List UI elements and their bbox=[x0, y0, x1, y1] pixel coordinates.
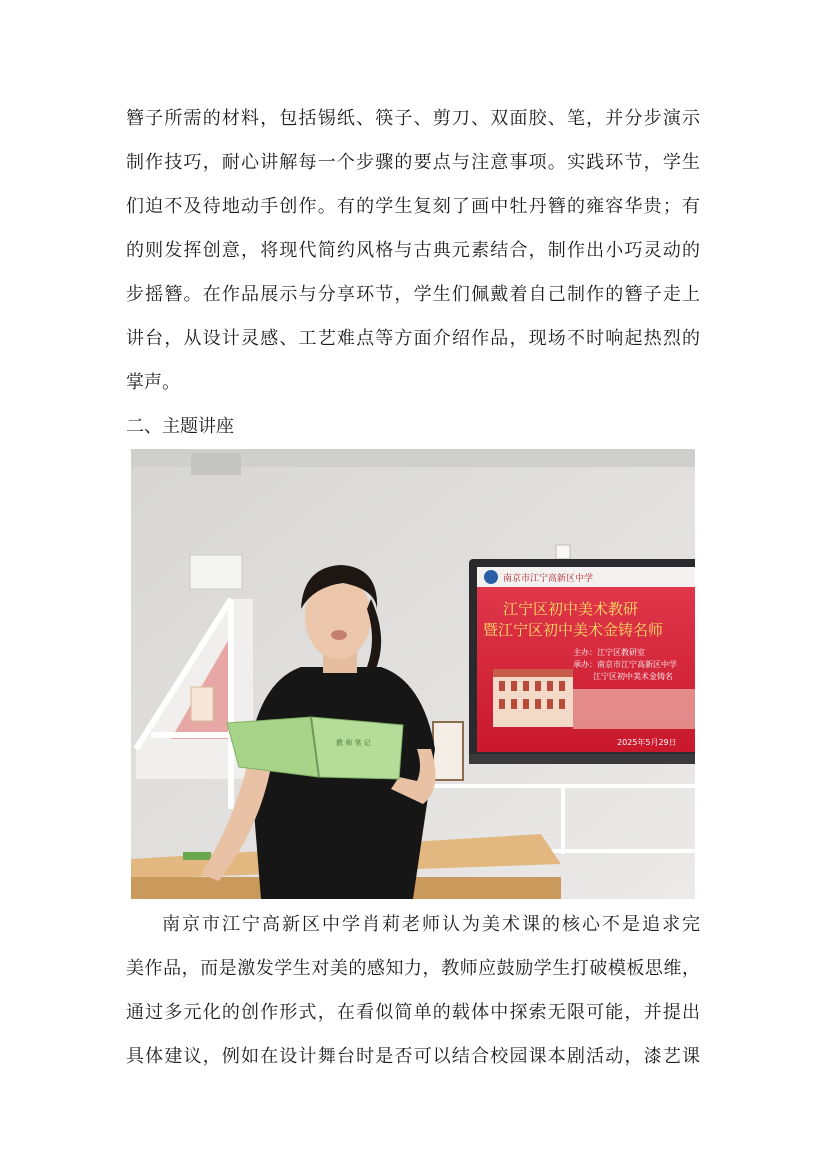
paragraph-top bbox=[126, 97, 700, 405]
paragraph-line: 簪子所需的材料，包括锡纸、筷子、剪刀、双面胶、笔，并分步演示 bbox=[126, 108, 700, 129]
paragraph-line: 通过多元化的创作形式，在看似简单的载体中探索无限可能，并提出 bbox=[126, 1002, 700, 1023]
paragraph-line: 南京市江宁高新区中学肖莉老师认为美术课的核心不是追求完 bbox=[162, 914, 700, 935]
section-heading: 二、主题讲座 bbox=[126, 416, 234, 437]
screen-organizer-2: 江宁区初中美术金铸名 bbox=[593, 672, 673, 681]
paragraph-line: 们迫不及待地动手创作。有的学生复刻了画中牡丹簪的雍容华贵；有 bbox=[126, 196, 700, 217]
paragraph-bottom bbox=[126, 903, 700, 1079]
notebook-title: 教 师 笔 记 bbox=[336, 739, 371, 747]
paragraph-line: 步摇簪。在作品展示与分享环节，学生们佩戴着自己制作的簪子走上 bbox=[126, 284, 700, 305]
paragraph-line: 讲台，从设计灵感、工艺难点等方面介绍作品，现场不时响起热烈的 bbox=[126, 328, 700, 349]
screen-title-1: 江宁区初中美术教研 bbox=[503, 600, 639, 618]
screen-title-2: 暨江宁区初中美术金铸名师 bbox=[483, 621, 664, 639]
paragraph-line: 掌声。 bbox=[126, 372, 180, 393]
lecture-photo bbox=[131, 449, 695, 899]
screen-logo-text: 南京市江宁高新区中学 bbox=[503, 574, 594, 584]
paragraph-line: 制作技巧，耐心讲解每一个步骤的要点与注意事项。实践环节，学生 bbox=[126, 152, 700, 173]
screen-organizer: 承办：南京市江宁高新区中学 bbox=[573, 660, 677, 669]
screen-host: 主办：江宁区教研室 bbox=[573, 648, 645, 657]
screen-date: 2025年5月29日 bbox=[617, 738, 677, 747]
paragraph-line: 的则发挥创意，将现代简约风格与古典元素结合，制作出小巧灵动的 bbox=[126, 240, 700, 261]
paragraph-line: 美作品，而是激发学生对美的感知力，教师应鼓励学生打破模板思维， bbox=[126, 958, 700, 979]
paragraph-line: 具体建议，例如在设计舞台时是否可以结合校园课本剧活动，漆艺课 bbox=[126, 1046, 700, 1067]
